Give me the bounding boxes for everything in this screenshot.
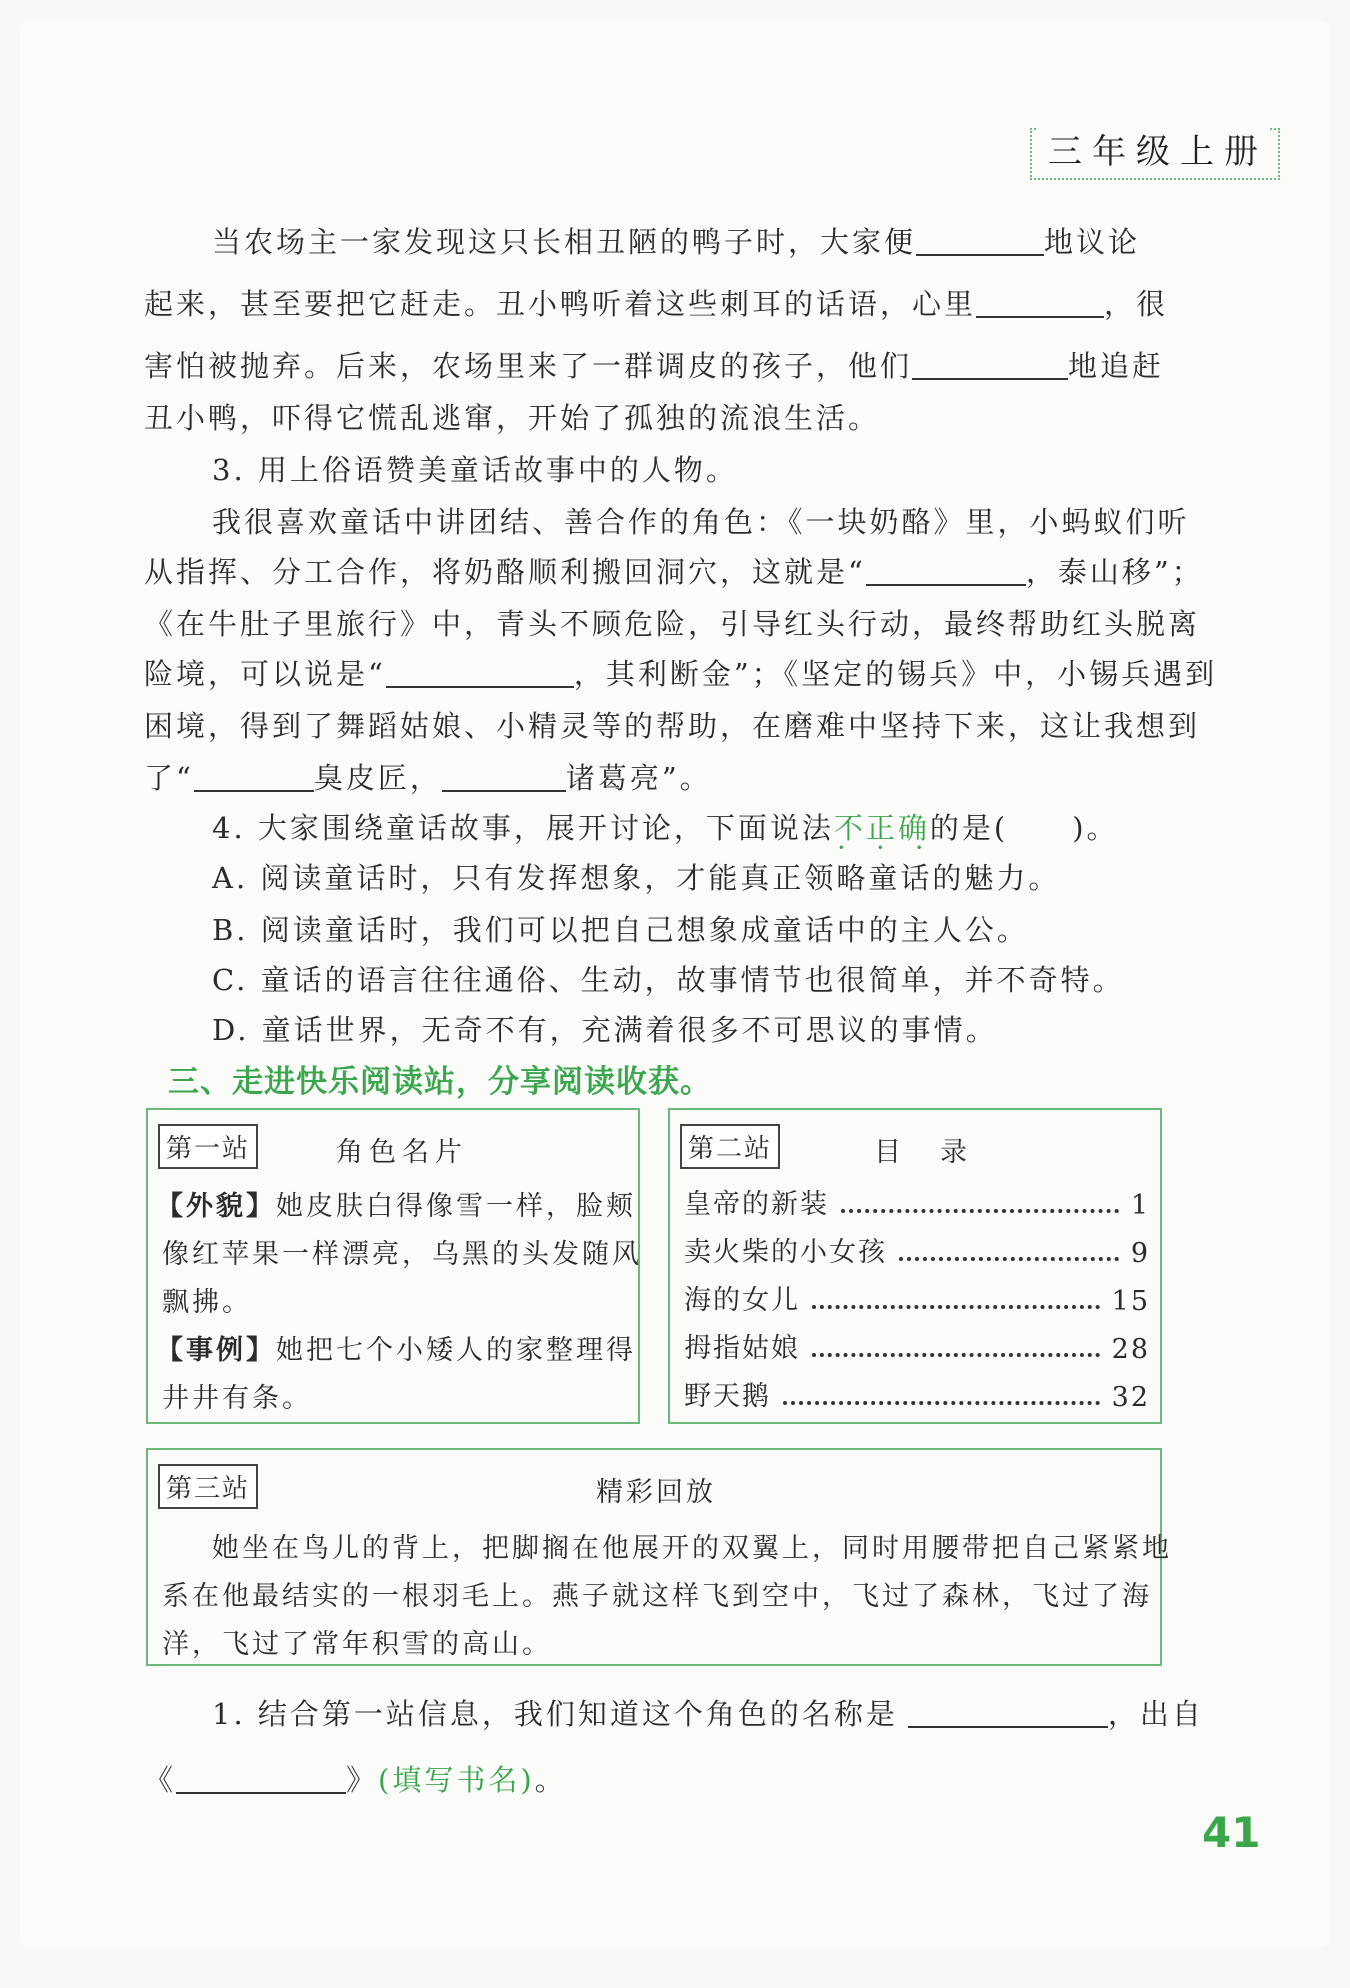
appearance-tag: 【外貌】 [156, 1191, 276, 1222]
blank-book-title[interactable] [176, 1764, 346, 1794]
para1-line1: 当农场主一家发现这只长相丑陋的鸭子时，大家便 地议论 [212, 225, 1141, 259]
toc-row: 海的女儿 15 [684, 1285, 1150, 1317]
station2-label: 第二站 [680, 1124, 780, 1169]
station1-label: 第一站 [158, 1124, 258, 1169]
station1-line2: 像红苹果一样漂亮，乌黑的头发随风 [162, 1239, 642, 1270]
q3-line6: 了“ 臭皮匠， 诸葛亮”。 [144, 761, 712, 795]
station1-line3: 飘拂。 [162, 1287, 252, 1318]
station1-line5: 井井有条。 [162, 1383, 312, 1414]
q3-line4: 险境，可以说是“ ，其利断金”；《坚定的锡兵》中，小锡兵遇到 [144, 657, 1218, 691]
station3-line2: 系在他最结实的一根羽毛上。燕子就这样飞到空中，飞过了森林，飞过了海 [162, 1581, 1152, 1612]
blank-4[interactable] [866, 556, 1026, 586]
blank-7[interactable] [442, 762, 566, 792]
fill-hint: (填写书名) [378, 1763, 535, 1797]
blank-6[interactable] [194, 762, 314, 792]
station1-line4: 【事例】她把七个小矮人的家整理得 [156, 1335, 636, 1366]
grade-label: 三年级上册 [1038, 124, 1268, 173]
blank-1[interactable] [916, 226, 1044, 256]
para1-line3: 害怕被抛弃。后来，农场里来了一群调皮的孩子，他们 地追赶 [144, 349, 1165, 383]
blank-5[interactable] [386, 658, 574, 688]
blank-character-name[interactable] [908, 1698, 1108, 1728]
station1-title: 角色名片 [336, 1137, 468, 1168]
station1-line1: 【外貌】她皮肤白得像雪一样，脸颊 [156, 1191, 636, 1222]
emphasis-not-correct: 不正确 • • • [834, 811, 930, 845]
station2-title: 目 录 [874, 1137, 973, 1168]
q1-line2: 《 》(填写书名)。 [144, 1763, 567, 1797]
q4-option-a: A. 阅读童话时，只有发挥想象，才能真正领略童话的魅力。 [212, 861, 1061, 895]
para1-line4: 丑小鸭，吓得它慌乱逃窜，开始了孤独的流浪生活。 [144, 401, 881, 435]
workbook-page [20, 20, 1330, 1948]
grade-label-box [1030, 128, 1280, 180]
q3-line1: 我很喜欢童话中讲团结、善合作的角色：《一块奶酪》里，小蚂蚁们听 [212, 505, 1190, 539]
station1-card [146, 1108, 640, 1424]
blank-3[interactable] [912, 350, 1068, 380]
q4-option-d: D. 童话世界，无奇不有，充满着很多不可思议的事情。 [212, 1013, 998, 1047]
station3-card [146, 1448, 1172, 1666]
q4-option-b: B. 阅读童话时，我们可以把自己想象成童话中的主人公。 [212, 913, 1029, 947]
blank-2[interactable] [976, 288, 1104, 318]
toc-row: 拇指姑娘 28 [684, 1333, 1150, 1365]
q1-line1: 1. 结合第一站信息，我们知道这个角色的名称是 ，出自 [212, 1697, 1204, 1731]
example-tag: 【事例】 [156, 1335, 276, 1366]
toc-row: 皇帝的新装 1 [684, 1189, 1150, 1221]
q4-option-c: C. 童话的语言往往通俗、生动，故事情节也很简单，并不奇特。 [212, 963, 1125, 997]
station3-title: 精彩回放 [596, 1477, 716, 1508]
page-number: 41 [1202, 1808, 1261, 1857]
para1-line2: 起来，甚至要把它赶走。丑小鸭听着这些刺耳的话语，心里 ，很 [144, 287, 1169, 321]
q3-line5: 困境，得到了舞蹈姑娘、小精灵等的帮助，在磨难中坚持下来，这让我想到 [144, 709, 1201, 743]
station3-label: 第三站 [158, 1464, 258, 1509]
q3-title: 3. 用上俗语赞美童话故事中的人物。 [212, 453, 738, 487]
toc-row: 卖火柴的小女孩 9 [684, 1237, 1150, 1269]
station3-line1: 她坐在鸟儿的背上，把脚搁在他展开的双翼上，同时用腰带把自己紧紧地 [212, 1533, 1172, 1564]
toc-row: 野天鹅 32 [684, 1381, 1150, 1413]
q3-line2: 从指挥、分工合作，将奶酪顺利搬回洞穴，这就是“ ，泰山移”； [144, 555, 1204, 589]
station3-line3: 洋，飞过了常年积雪的高山。 [162, 1629, 552, 1660]
section-3-heading: 三、走进快乐阅读站，分享阅读收获。 [168, 1064, 712, 1100]
q3-line3: 《在牛肚子里旅行》中，青头不顾危险，引导红头行动，最终帮助红头脱离 [144, 607, 1201, 641]
station2-card [668, 1108, 1162, 1424]
q4-stem: 4. 大家围绕童话故事，展开讨论，下面说法不正确 • • •的是( )。 [212, 806, 1119, 847]
toc-list [684, 1110, 1150, 1426]
